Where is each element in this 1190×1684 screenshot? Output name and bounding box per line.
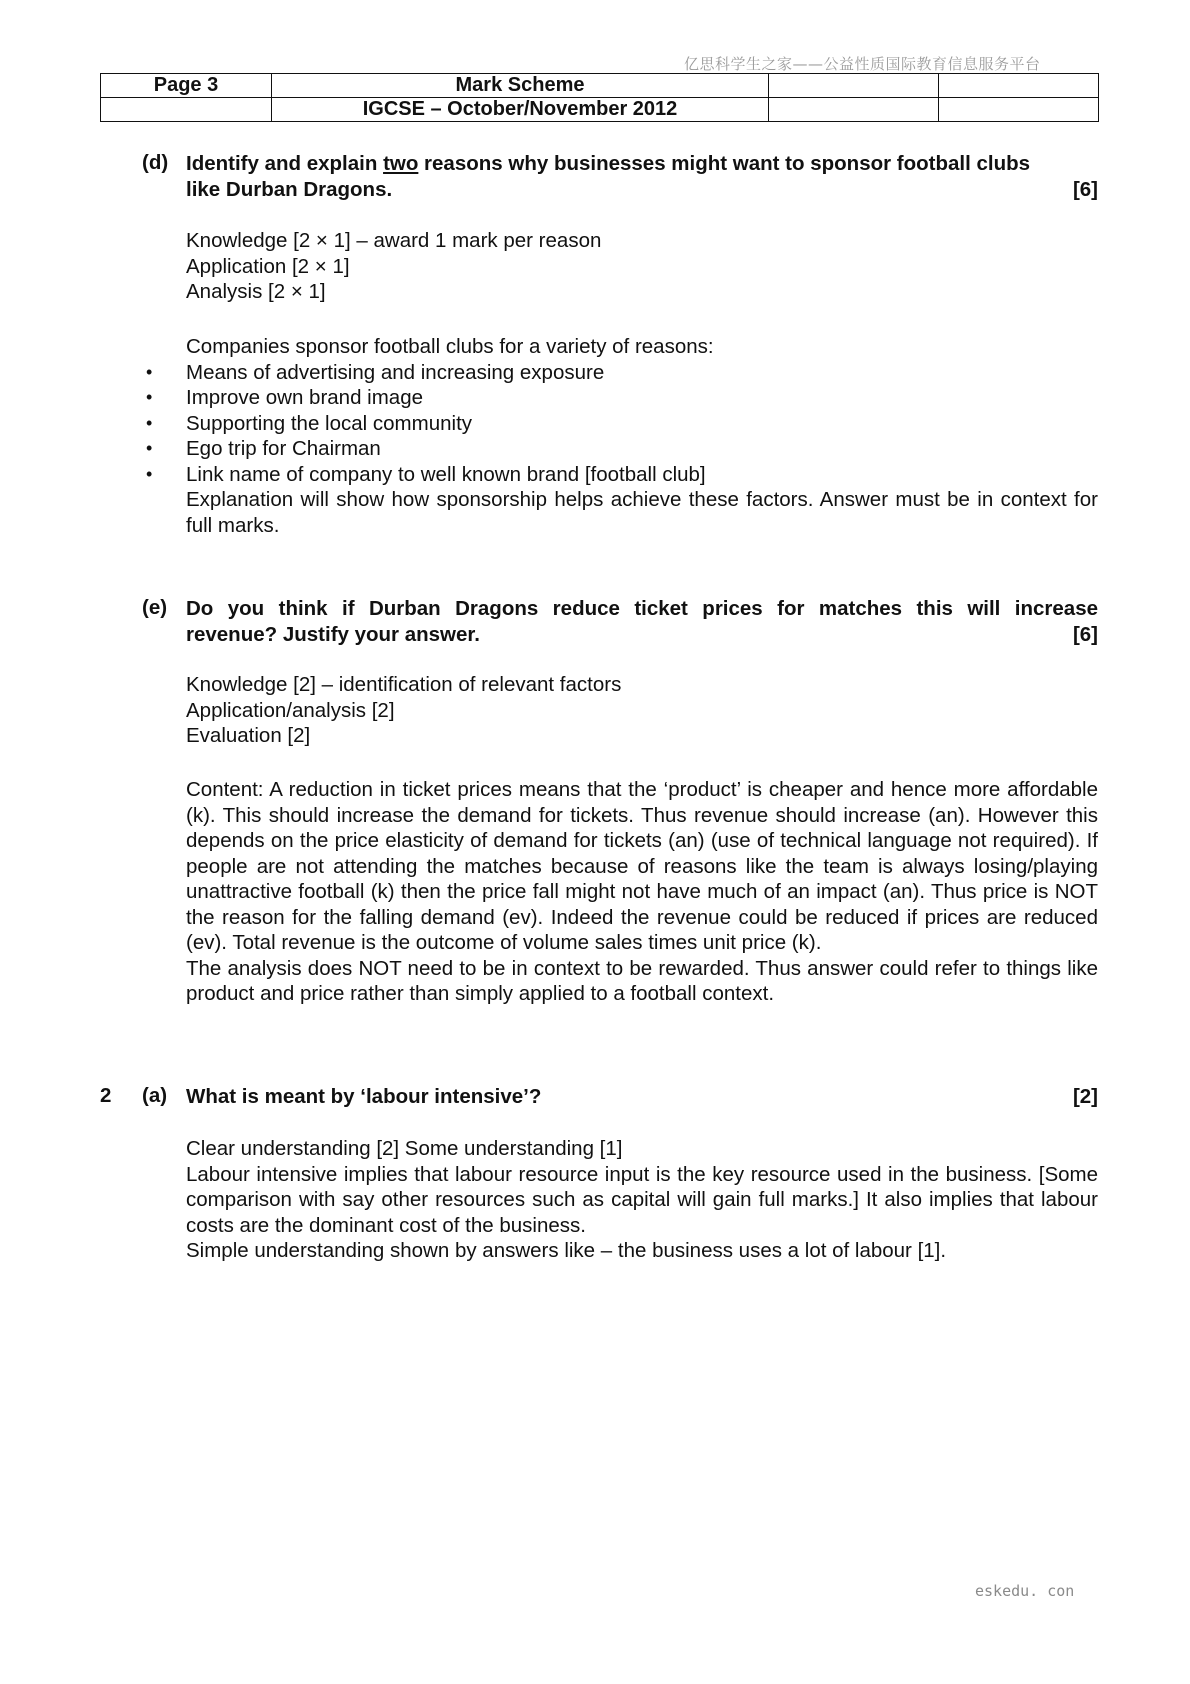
question-2a-marks: [2] [1072,1085,1098,1108]
header-empty-cell [939,74,1099,98]
mark-scheme-header-table [100,73,1099,122]
answer-simple: Simple understanding shown by answers like – the business uses a lot of labour [1]. [186,1239,947,1262]
question-d-text-pre: Identify and explain [186,152,384,175]
answer-intro: Companies sponsor football clubs for a variety of reasons: [186,335,714,358]
header-empty-cell [769,74,939,98]
question-d-criteria [186,228,1098,305]
question-2a-answer [186,1136,1098,1264]
question-label-e: (e) [142,596,168,619]
answer-content: Content: A reduction in ticket prices means that the ‘product’ is cheaper and hence more affordable (k). This should increase the demand for tickets. Thus revenue should increase (an). However this depends on the price elasticity of demand for tickets (an) (use of technical language not required). If people are not attending the matches because of reasons like the team is always losing/playing unattractive football (k) then the price fall might not have much of an impact (an). Thus price is NOT the reason for the falling demand (ev). Indeed the revenue could be reduced if prices are reduced (ev). Total revenue is the outcome of volume sales times unit price (k). [186,778,1098,954]
question-2a-text [186,1084,1098,1110]
question-number-2: 2 [100,1084,112,1107]
question-label-a: (a) [142,1084,168,1107]
answer-analysis-note: The analysis does NOT need to be in context to be rewarded. Thus answer could refer to things like product and price rather than simply applied to a football context. [186,956,1098,1005]
watermark-bottom: eskedu. con [975,1582,1075,1600]
header-title: Mark Scheme [272,74,769,98]
header-empty-cell [939,98,1099,122]
criteria-line: Analysis [2 × 1] [186,280,326,303]
list-item: • Ego trip for Chairman [144,436,1098,462]
criteria-line: Clear understanding [2] Some understanding [1] [186,1137,623,1160]
question-d-underlined: two [383,152,419,175]
question-e-criteria [186,672,1098,749]
list-item: • Improve own brand image [144,385,1098,411]
question-e-line1: Do you think if Durban Dragons reduce ticket prices for matches this will increase [186,597,1098,620]
criteria-line: Application [2 × 1] [186,254,350,278]
question-e-marks: [6] [1072,622,1098,646]
question-d-answer [186,334,1098,538]
header-empty-cell [769,98,939,122]
question-e-text [186,596,1098,647]
question-d-line2: like Durban Dragons. [186,177,393,201]
question-d-text [186,151,1098,202]
reasons-list [144,360,1098,488]
question-d-marks: [6] [1072,177,1098,201]
question-label-d: (d) [142,151,169,174]
list-item: • Supporting the local community [144,411,1098,437]
list-item: • Means of advertising and increasing exposure [144,360,1098,386]
list-item: • Link name of company to well known brand [football club] [144,462,1098,488]
criteria-line: Application/analysis [2] [186,698,395,722]
question-e-line2: revenue? Justify your answer. [186,622,480,646]
page-number: Page 3 [101,74,272,98]
criteria-line: Knowledge [2] – identification of relevant factors [186,673,622,696]
criteria-line: Evaluation [2] [186,724,311,747]
question-e-answer [186,777,1098,1007]
header-empty-cell [101,98,272,122]
answer-text: Labour intensive implies that labour resource input is the key resource used in the business. [Some comparison with say other resources such as capital will gain full marks.] It also implies that labour costs are the dominant cost of the business. [186,1162,1098,1237]
watermark-top: 亿思科学生之家——公益性质国际教育信息服务平台 [684,55,1041,73]
question-d-text-post: reasons why businesses might want to sponsor football clubs [418,152,1031,175]
exam-session: IGCSE – October/November 2012 [272,98,769,122]
question-2a-question: What is meant by ‘labour intensive’? [186,1085,542,1108]
answer-explanation: Explanation will show how sponsorship helps achieve these factors. Answer must be in context for full marks. [186,488,1098,537]
criteria-line: Knowledge [2 × 1] – award 1 mark per reason [186,229,602,252]
